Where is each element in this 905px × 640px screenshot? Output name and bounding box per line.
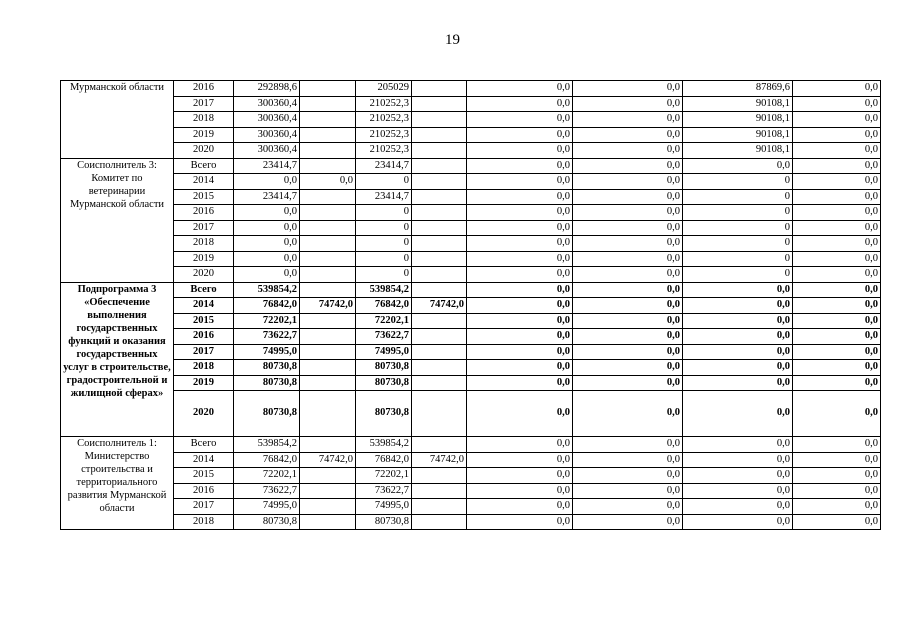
regional-federal-cell (412, 189, 467, 205)
other-sources-cell: 0,0 (683, 483, 793, 499)
total-federal-cell: 0,0 (300, 174, 356, 190)
extra-cell: 0,0 (793, 452, 881, 468)
total-cell: 0,0 (234, 220, 300, 236)
federal-budget-cell: 0,0 (467, 236, 573, 252)
federal-budget-cell: 0,0 (467, 391, 573, 437)
regional-budget-cell: 76842,0 (356, 298, 412, 314)
total-federal-cell (300, 112, 356, 128)
table-row (61, 437, 881, 453)
regional-budget-cell: 23414,7 (356, 189, 412, 205)
extra-cell: 0,0 (793, 282, 881, 298)
year-cell: 2016 (174, 81, 234, 97)
other-sources-cell: 0,0 (683, 158, 793, 174)
total-cell: 72202,1 (234, 313, 300, 329)
year-cell: 2020 (174, 391, 234, 437)
year-cell: 2019 (174, 375, 234, 391)
regional-budget-cell: 74995,0 (356, 499, 412, 515)
total-cell: 76842,0 (234, 452, 300, 468)
extra-cell: 0,0 (793, 375, 881, 391)
regional-federal-cell (412, 391, 467, 437)
federal-budget-cell: 0,0 (467, 298, 573, 314)
extra-cell: 0,0 (793, 391, 881, 437)
other-sources-cell: 0,0 (683, 282, 793, 298)
total-federal-cell (300, 360, 356, 376)
regional-federal-cell (412, 360, 467, 376)
total-federal-cell: 74742,0 (300, 452, 356, 468)
regional-federal-cell (412, 236, 467, 252)
extra-cell: 0,0 (793, 298, 881, 314)
regional-federal-cell (412, 251, 467, 267)
other-sources-cell: 0,0 (683, 452, 793, 468)
table-row (61, 158, 881, 174)
federal-budget-cell: 0,0 (467, 205, 573, 221)
federal-budget-cell: 0,0 (467, 344, 573, 360)
total-federal-cell (300, 514, 356, 530)
federal-budget-cell: 0,0 (467, 329, 573, 345)
federal-budget-cell: 0,0 (467, 220, 573, 236)
local-budget-cell: 0,0 (573, 112, 683, 128)
other-sources-cell: 0,0 (683, 468, 793, 484)
regional-budget-cell: 72202,1 (356, 468, 412, 484)
year-cell: 2015 (174, 468, 234, 484)
year-cell: 2018 (174, 514, 234, 530)
extra-cell: 0,0 (793, 236, 881, 252)
table-row (61, 282, 881, 298)
total-cell: 73622,7 (234, 483, 300, 499)
regional-budget-cell: 80730,8 (356, 375, 412, 391)
total-federal-cell (300, 236, 356, 252)
extra-cell: 0,0 (793, 174, 881, 190)
regional-federal-cell: 74742,0 (412, 452, 467, 468)
local-budget-cell: 0,0 (573, 205, 683, 221)
extra-cell: 0,0 (793, 468, 881, 484)
year-cell: 2016 (174, 205, 234, 221)
total-cell: 72202,1 (234, 468, 300, 484)
total-federal-cell (300, 158, 356, 174)
extra-cell: 0,0 (793, 483, 881, 499)
year-cell: 2018 (174, 112, 234, 128)
federal-budget-cell: 0,0 (467, 127, 573, 143)
total-cell: 73622,7 (234, 329, 300, 345)
other-sources-cell: 0 (683, 267, 793, 283)
total-federal-cell (300, 189, 356, 205)
total-cell: 292898,6 (234, 81, 300, 97)
regional-federal-cell (412, 344, 467, 360)
federal-budget-cell: 0,0 (467, 483, 573, 499)
table-row (61, 205, 881, 221)
regional-federal-cell (412, 143, 467, 159)
regional-budget-cell: 539854,2 (356, 282, 412, 298)
regional-budget-cell: 73622,7 (356, 483, 412, 499)
other-sources-cell: 0,0 (683, 344, 793, 360)
regional-federal-cell (412, 112, 467, 128)
year-cell: 2020 (174, 143, 234, 159)
regional-federal-cell (412, 514, 467, 530)
table-row (61, 344, 881, 360)
table-row (61, 143, 881, 159)
regional-budget-cell: 72202,1 (356, 313, 412, 329)
year-cell: 2017 (174, 96, 234, 112)
table-row (61, 313, 881, 329)
other-sources-cell: 0 (683, 220, 793, 236)
regional-budget-cell: 539854,2 (356, 437, 412, 453)
regional-budget-cell: 23414,7 (356, 158, 412, 174)
group-name-cell: Мурманской области (61, 81, 174, 159)
regional-federal-cell (412, 437, 467, 453)
local-budget-cell: 0,0 (573, 499, 683, 515)
federal-budget-cell: 0,0 (467, 282, 573, 298)
extra-cell: 0,0 (793, 360, 881, 376)
group-name-cell: Подпрограмма 3 «Обеспечение выполнения государственных функций и оказания государственных услуг в строительстве, градостроительной и жилищной сферах» (61, 282, 174, 437)
total-federal-cell (300, 483, 356, 499)
budget-table (60, 80, 881, 530)
regional-federal-cell (412, 282, 467, 298)
total-federal-cell (300, 205, 356, 221)
local-budget-cell: 0,0 (573, 220, 683, 236)
local-budget-cell: 0,0 (573, 298, 683, 314)
other-sources-cell: 90108,1 (683, 143, 793, 159)
total-federal-cell (300, 96, 356, 112)
total-cell: 300360,4 (234, 112, 300, 128)
other-sources-cell: 0 (683, 251, 793, 267)
regional-federal-cell (412, 158, 467, 174)
year-cell: 2014 (174, 452, 234, 468)
table-row (61, 251, 881, 267)
total-cell: 23414,7 (234, 158, 300, 174)
federal-budget-cell: 0,0 (467, 81, 573, 97)
extra-cell: 0,0 (793, 127, 881, 143)
table-row (61, 81, 881, 97)
local-budget-cell: 0,0 (573, 158, 683, 174)
other-sources-cell: 0,0 (683, 375, 793, 391)
regional-budget-cell: 0 (356, 174, 412, 190)
total-cell: 0,0 (234, 205, 300, 221)
total-federal-cell (300, 329, 356, 345)
total-federal-cell (300, 437, 356, 453)
extra-cell: 0,0 (793, 267, 881, 283)
regional-federal-cell (412, 127, 467, 143)
table-row (61, 360, 881, 376)
table-row (61, 375, 881, 391)
total-federal-cell (300, 267, 356, 283)
extra-cell: 0,0 (793, 251, 881, 267)
local-budget-cell: 0,0 (573, 251, 683, 267)
year-cell: 2016 (174, 483, 234, 499)
local-budget-cell: 0,0 (573, 360, 683, 376)
total-federal-cell (300, 375, 356, 391)
federal-budget-cell: 0,0 (467, 468, 573, 484)
table-row (61, 298, 881, 314)
total-federal-cell (300, 391, 356, 437)
other-sources-cell: 90108,1 (683, 96, 793, 112)
table-row (61, 96, 881, 112)
regional-federal-cell (412, 267, 467, 283)
regional-budget-cell: 0 (356, 236, 412, 252)
regional-federal-cell (412, 174, 467, 190)
other-sources-cell: 0,0 (683, 360, 793, 376)
total-cell: 80730,8 (234, 360, 300, 376)
local-budget-cell: 0,0 (573, 313, 683, 329)
regional-federal-cell: 74742,0 (412, 298, 467, 314)
table-row (61, 514, 881, 530)
other-sources-cell: 0 (683, 189, 793, 205)
table-row (61, 174, 881, 190)
local-budget-cell: 0,0 (573, 174, 683, 190)
regional-budget-cell: 210252,3 (356, 112, 412, 128)
local-budget-cell: 0,0 (573, 483, 683, 499)
federal-budget-cell: 0,0 (467, 313, 573, 329)
table-row (61, 329, 881, 345)
total-cell: 539854,2 (234, 437, 300, 453)
total-cell: 300360,4 (234, 96, 300, 112)
local-budget-cell: 0,0 (573, 468, 683, 484)
year-cell: 2015 (174, 189, 234, 205)
regional-budget-cell: 0 (356, 220, 412, 236)
year-cell: 2019 (174, 251, 234, 267)
regional-budget-cell: 205029 (356, 81, 412, 97)
group-name-cell: Соисполнитель 3: Комитет по ветеринарии Мурманской области (61, 158, 174, 282)
regional-budget-cell: 0 (356, 205, 412, 221)
extra-cell: 0,0 (793, 205, 881, 221)
local-budget-cell: 0,0 (573, 514, 683, 530)
federal-budget-cell: 0,0 (467, 112, 573, 128)
extra-cell: 0,0 (793, 220, 881, 236)
regional-budget-cell: 76842,0 (356, 452, 412, 468)
regional-federal-cell (412, 220, 467, 236)
year-cell: Всего (174, 282, 234, 298)
local-budget-cell: 0,0 (573, 344, 683, 360)
regional-budget-cell: 80730,8 (356, 360, 412, 376)
federal-budget-cell: 0,0 (467, 375, 573, 391)
extra-cell: 0,0 (793, 313, 881, 329)
local-budget-cell: 0,0 (573, 329, 683, 345)
federal-budget-cell: 0,0 (467, 499, 573, 515)
local-budget-cell: 0,0 (573, 127, 683, 143)
regional-budget-cell: 210252,3 (356, 96, 412, 112)
other-sources-cell: 0,0 (683, 391, 793, 437)
local-budget-cell: 0,0 (573, 143, 683, 159)
extra-cell: 0,0 (793, 143, 881, 159)
year-cell: 2016 (174, 329, 234, 345)
table-row (61, 127, 881, 143)
extra-cell: 0,0 (793, 158, 881, 174)
other-sources-cell: 0,0 (683, 313, 793, 329)
total-federal-cell (300, 143, 356, 159)
regional-budget-cell: 74995,0 (356, 344, 412, 360)
regional-federal-cell (412, 468, 467, 484)
total-federal-cell (300, 282, 356, 298)
local-budget-cell: 0,0 (573, 189, 683, 205)
table-row (61, 499, 881, 515)
other-sources-cell: 90108,1 (683, 112, 793, 128)
federal-budget-cell: 0,0 (467, 452, 573, 468)
regional-budget-cell: 210252,3 (356, 127, 412, 143)
total-federal-cell (300, 499, 356, 515)
other-sources-cell: 0,0 (683, 514, 793, 530)
table-body (61, 81, 881, 530)
federal-budget-cell: 0,0 (467, 189, 573, 205)
federal-budget-cell: 0,0 (467, 96, 573, 112)
regional-federal-cell (412, 81, 467, 97)
total-federal-cell (300, 127, 356, 143)
table-row (61, 483, 881, 499)
year-cell: 2017 (174, 499, 234, 515)
regional-federal-cell (412, 483, 467, 499)
total-cell: 300360,4 (234, 127, 300, 143)
total-federal-cell (300, 81, 356, 97)
year-cell: 2017 (174, 220, 234, 236)
total-federal-cell: 74742,0 (300, 298, 356, 314)
federal-budget-cell: 0,0 (467, 174, 573, 190)
total-federal-cell (300, 313, 356, 329)
year-cell: 2020 (174, 267, 234, 283)
federal-budget-cell: 0,0 (467, 143, 573, 159)
regional-budget-cell: 80730,8 (356, 514, 412, 530)
total-cell: 0,0 (234, 251, 300, 267)
table-row (61, 220, 881, 236)
table-row (61, 267, 881, 283)
extra-cell: 0,0 (793, 96, 881, 112)
regional-budget-cell: 0 (356, 251, 412, 267)
total-cell: 0,0 (234, 174, 300, 190)
extra-cell: 0,0 (793, 514, 881, 530)
federal-budget-cell: 0,0 (467, 251, 573, 267)
regional-budget-cell: 210252,3 (356, 143, 412, 159)
total-federal-cell (300, 220, 356, 236)
total-cell: 76842,0 (234, 298, 300, 314)
local-budget-cell: 0,0 (573, 282, 683, 298)
extra-cell: 0,0 (793, 189, 881, 205)
local-budget-cell: 0,0 (573, 375, 683, 391)
total-cell: 300360,4 (234, 143, 300, 159)
page-number: 19 (445, 32, 460, 48)
federal-budget-cell: 0,0 (467, 267, 573, 283)
local-budget-cell: 0,0 (573, 236, 683, 252)
total-cell: 80730,8 (234, 375, 300, 391)
year-cell: 2015 (174, 313, 234, 329)
local-budget-cell: 0,0 (573, 391, 683, 437)
table-row (61, 189, 881, 205)
table-row (61, 112, 881, 128)
total-cell: 0,0 (234, 267, 300, 283)
total-cell: 80730,8 (234, 514, 300, 530)
extra-cell: 0,0 (793, 112, 881, 128)
total-cell: 80730,8 (234, 391, 300, 437)
table-row (61, 452, 881, 468)
regional-federal-cell (412, 329, 467, 345)
table-row (61, 391, 881, 437)
year-cell: 2017 (174, 344, 234, 360)
other-sources-cell: 0 (683, 174, 793, 190)
year-cell: Всего (174, 437, 234, 453)
regional-federal-cell (412, 96, 467, 112)
year-cell: 2018 (174, 236, 234, 252)
year-cell: 2018 (174, 360, 234, 376)
federal-budget-cell: 0,0 (467, 437, 573, 453)
year-cell: 2014 (174, 298, 234, 314)
total-federal-cell (300, 251, 356, 267)
other-sources-cell: 0 (683, 205, 793, 221)
other-sources-cell: 0,0 (683, 329, 793, 345)
other-sources-cell: 90108,1 (683, 127, 793, 143)
local-budget-cell: 0,0 (573, 81, 683, 97)
extra-cell: 0,0 (793, 329, 881, 345)
regional-budget-cell: 0 (356, 267, 412, 283)
extra-cell: 0,0 (793, 344, 881, 360)
local-budget-cell: 0,0 (573, 437, 683, 453)
local-budget-cell: 0,0 (573, 452, 683, 468)
local-budget-cell: 0,0 (573, 96, 683, 112)
year-cell: 2019 (174, 127, 234, 143)
total-federal-cell (300, 468, 356, 484)
regional-federal-cell (412, 313, 467, 329)
year-cell: 2014 (174, 174, 234, 190)
total-cell: 0,0 (234, 236, 300, 252)
regional-federal-cell (412, 205, 467, 221)
table-row (61, 236, 881, 252)
federal-budget-cell: 0,0 (467, 514, 573, 530)
regional-budget-cell: 80730,8 (356, 391, 412, 437)
extra-cell: 0,0 (793, 81, 881, 97)
total-cell: 74995,0 (234, 344, 300, 360)
regional-budget-cell: 73622,7 (356, 329, 412, 345)
other-sources-cell: 0,0 (683, 298, 793, 314)
local-budget-cell: 0,0 (573, 267, 683, 283)
federal-budget-cell: 0,0 (467, 158, 573, 174)
other-sources-cell: 0,0 (683, 437, 793, 453)
other-sources-cell: 87869,6 (683, 81, 793, 97)
table-row (61, 468, 881, 484)
extra-cell: 0,0 (793, 499, 881, 515)
regional-federal-cell (412, 499, 467, 515)
other-sources-cell: 0,0 (683, 499, 793, 515)
total-cell: 539854,2 (234, 282, 300, 298)
total-cell: 23414,7 (234, 189, 300, 205)
other-sources-cell: 0 (683, 236, 793, 252)
year-cell: Всего (174, 158, 234, 174)
group-name-cell: Соисполнитель 1: Министерство строительства и территориального развития Мурманской области (61, 437, 174, 530)
federal-budget-cell: 0,0 (467, 360, 573, 376)
total-cell: 74995,0 (234, 499, 300, 515)
regional-federal-cell (412, 375, 467, 391)
total-federal-cell (300, 344, 356, 360)
extra-cell: 0,0 (793, 437, 881, 453)
